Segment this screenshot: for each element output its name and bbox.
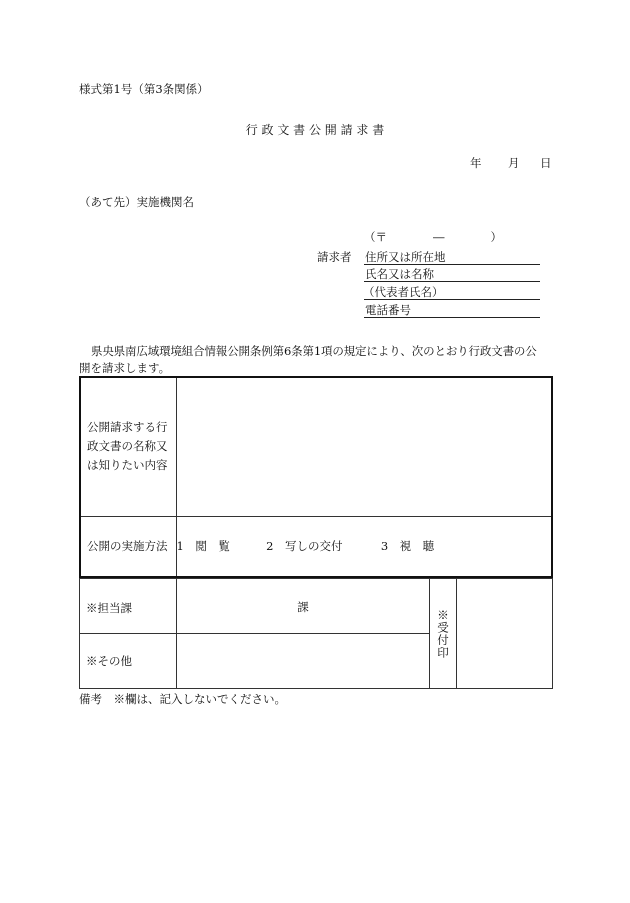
name-field: 氏名又は名称 (365, 267, 434, 281)
charge-label: ※担当課 (80, 579, 177, 634)
date-day: 日 (540, 156, 552, 170)
representative-underline (364, 299, 540, 300)
method-option-watch[interactable]: 3 視 聴 (380, 539, 435, 554)
document-title: 行 政 文 書 公 開 請 求 書 (245, 123, 385, 137)
method-options (176, 516, 552, 577)
date-month: 月 (508, 156, 520, 170)
postal-code: （〒 ― ） (364, 230, 502, 244)
phone-underline (364, 317, 540, 318)
content-label-line-2: 政文書の名称又 (87, 439, 168, 454)
stamp-area (457, 579, 553, 689)
content-label-line-1: 公開請求する行 (87, 420, 168, 435)
method-option-copy[interactable]: 2 写しの交付 (266, 539, 343, 554)
phone-field: 電話番号 (365, 303, 411, 317)
addressee: （あて先）実施機関名 (79, 195, 194, 209)
representative-field: （代表者氏名） (363, 285, 444, 299)
other-value (177, 634, 430, 689)
charge-value: 課 (177, 579, 430, 634)
content-input[interactable] (176, 377, 552, 516)
address-field: 住所又は所在地 (365, 250, 446, 264)
method-option-view[interactable]: 1 閲 覧 (176, 539, 230, 554)
content-label (80, 377, 176, 516)
form-number: 様式第1号（第3条関係） (79, 82, 209, 96)
office-use-table (79, 578, 553, 689)
body-text-line-2: 開を請求します。 (79, 361, 171, 375)
body-text-line-1: 県央県南広域環境組合情報公開条例第6条第1項の規定により、次のとおり行政文書の公 (91, 344, 537, 358)
footnote: 備考 ※欄は、記入しないでください。 (79, 692, 286, 706)
stamp-label-cell (430, 579, 457, 689)
request-table (79, 376, 553, 578)
stamp-label: ※受付印 (436, 608, 450, 659)
requester-label: 請求者 (317, 250, 352, 264)
address-underline (364, 264, 540, 265)
other-label: ※その他 (80, 634, 177, 689)
method-label: 公開の実施方法 (80, 516, 176, 577)
content-label-line-3: は知りたい内容 (87, 458, 168, 473)
date-year: 年 (470, 156, 482, 170)
name-underline (364, 281, 540, 282)
